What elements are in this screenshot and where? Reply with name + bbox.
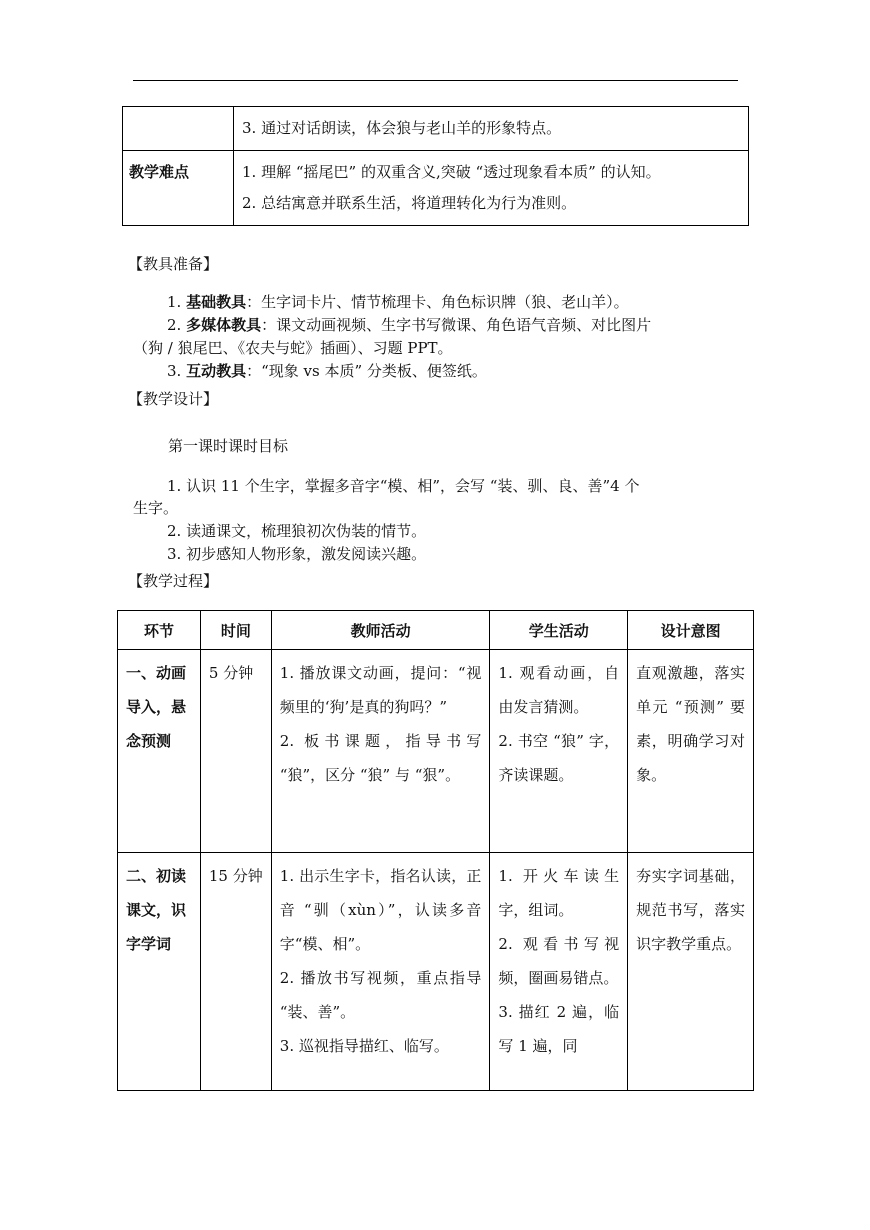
header-rule [133, 80, 738, 81]
row-content: 3. 通过对话朗读，体会狼与老山羊的形象特点。 [234, 107, 749, 151]
cell-section: 一、动画导入，悬念预测 [118, 650, 201, 853]
student-step: 2. 观看书写视频，圈画易错点。 [498, 935, 620, 987]
student-step: 1. 观看动画，自由发言猜测。 [498, 664, 620, 716]
section-heading-process: 【教学过程】 [128, 572, 219, 590]
item-text: ：生字词卡片、情节梳理卡、角色标识牌（狼、老山羊）。 [246, 293, 629, 311]
equipment-item-cont: （狗 / 狼尾巴、《农夫与蛇》插画）、习题 PPT。 [133, 339, 453, 357]
table-row [123, 107, 749, 151]
table-row [118, 853, 754, 1091]
item-label: 基础教具 [186, 293, 247, 311]
column-header: 学生活动 [490, 611, 628, 650]
equipment-item [167, 314, 651, 336]
cell-student [490, 853, 628, 1091]
column-header: 设计意图 [628, 611, 754, 650]
cell-time: 15 分钟 [200, 853, 271, 1091]
table-row [118, 650, 754, 853]
equipment-item [167, 360, 487, 382]
equipment-item [167, 291, 629, 313]
item-number: 2. [167, 316, 182, 334]
teacher-step: 3. 巡视指导描红、临写。 [279, 1037, 449, 1055]
student-step: 1. 开火车读生字，组词。 [498, 867, 620, 919]
process-table [117, 610, 754, 1091]
table-row [123, 151, 749, 226]
row-content [234, 151, 749, 226]
goal-item-cont: 生字。 [133, 499, 179, 517]
item-text: ：“现象 vs 本质” 分类板、便签纸。 [246, 362, 487, 380]
item-label: 多媒体教具 [186, 316, 262, 334]
cell-teacher [271, 853, 490, 1091]
difficulty-item: 2. 总结寓意并联系生活，将道理转化为行为准则。 [242, 194, 577, 212]
row-label [123, 107, 234, 151]
cell-teacher [271, 650, 490, 853]
column-header: 环节 [118, 611, 201, 650]
difficulty-item: 1. 理解 “摇尾巴” 的双重含义,突破 “透过现象看本质” 的认知。 [242, 163, 661, 181]
item-text: ：课文动画视频、生字书写微课、角色语气音频、对比图片 [261, 316, 652, 334]
student-step: 2. 书空 “狼” 字，齐读课题。 [498, 732, 620, 784]
column-header: 时间 [200, 611, 271, 650]
goal-item: 2. 读通课文，梳理狼初次伪装的情节。 [167, 522, 427, 540]
section-heading-design: 【教学设计】 [128, 390, 219, 408]
item-label: 互动教具 [186, 362, 247, 380]
section-heading-equipment: 【教具准备】 [128, 255, 219, 273]
teacher-step: 2. 板书课题，指导书写 “狼”，区分 “狼” 与 “狠”。 [279, 732, 482, 784]
goal-item: 3. 初步感知人物形象，激发阅读兴趣。 [167, 545, 427, 563]
cell-intent: 夯实字词基础，规范书写，落实识字教学重点。 [628, 853, 754, 1091]
subheading-goals: 第一课时课时目标 [168, 437, 289, 455]
cell-intent: 直观激趣，落实单元 “预测” 要素，明确学习对象。 [628, 650, 754, 853]
teacher-step: 2. 播放书写视频，重点指导 “装、善”。 [279, 969, 482, 1021]
item-number: 3. [167, 362, 182, 380]
cell-student [490, 650, 628, 853]
cell-section: 二、初读课文，识字学词 [118, 853, 201, 1091]
goal-item: 1. 认识 11 个生字，掌握多音字“模、相”，会写 “装、驯、良、善”4 个 [167, 477, 640, 495]
objectives-table [122, 106, 749, 226]
teacher-step: 1. 播放课文动画，提问：“视频里的‘狗’是真的狗吗？” [279, 664, 482, 716]
cell-time: 5 分钟 [200, 650, 271, 853]
table-header-row [118, 611, 754, 650]
teacher-step: 1. 出示生字卡，指名认读，正音 “驯（xùn）”，认读多音字“模、相”。 [279, 867, 482, 953]
item-number: 1. [167, 293, 182, 311]
row-label-difficulty: 教学难点 [123, 151, 234, 226]
student-step: 3. 描红 2 遍，临写 1 遍，同 [498, 1003, 620, 1055]
column-header: 教师活动 [271, 611, 490, 650]
